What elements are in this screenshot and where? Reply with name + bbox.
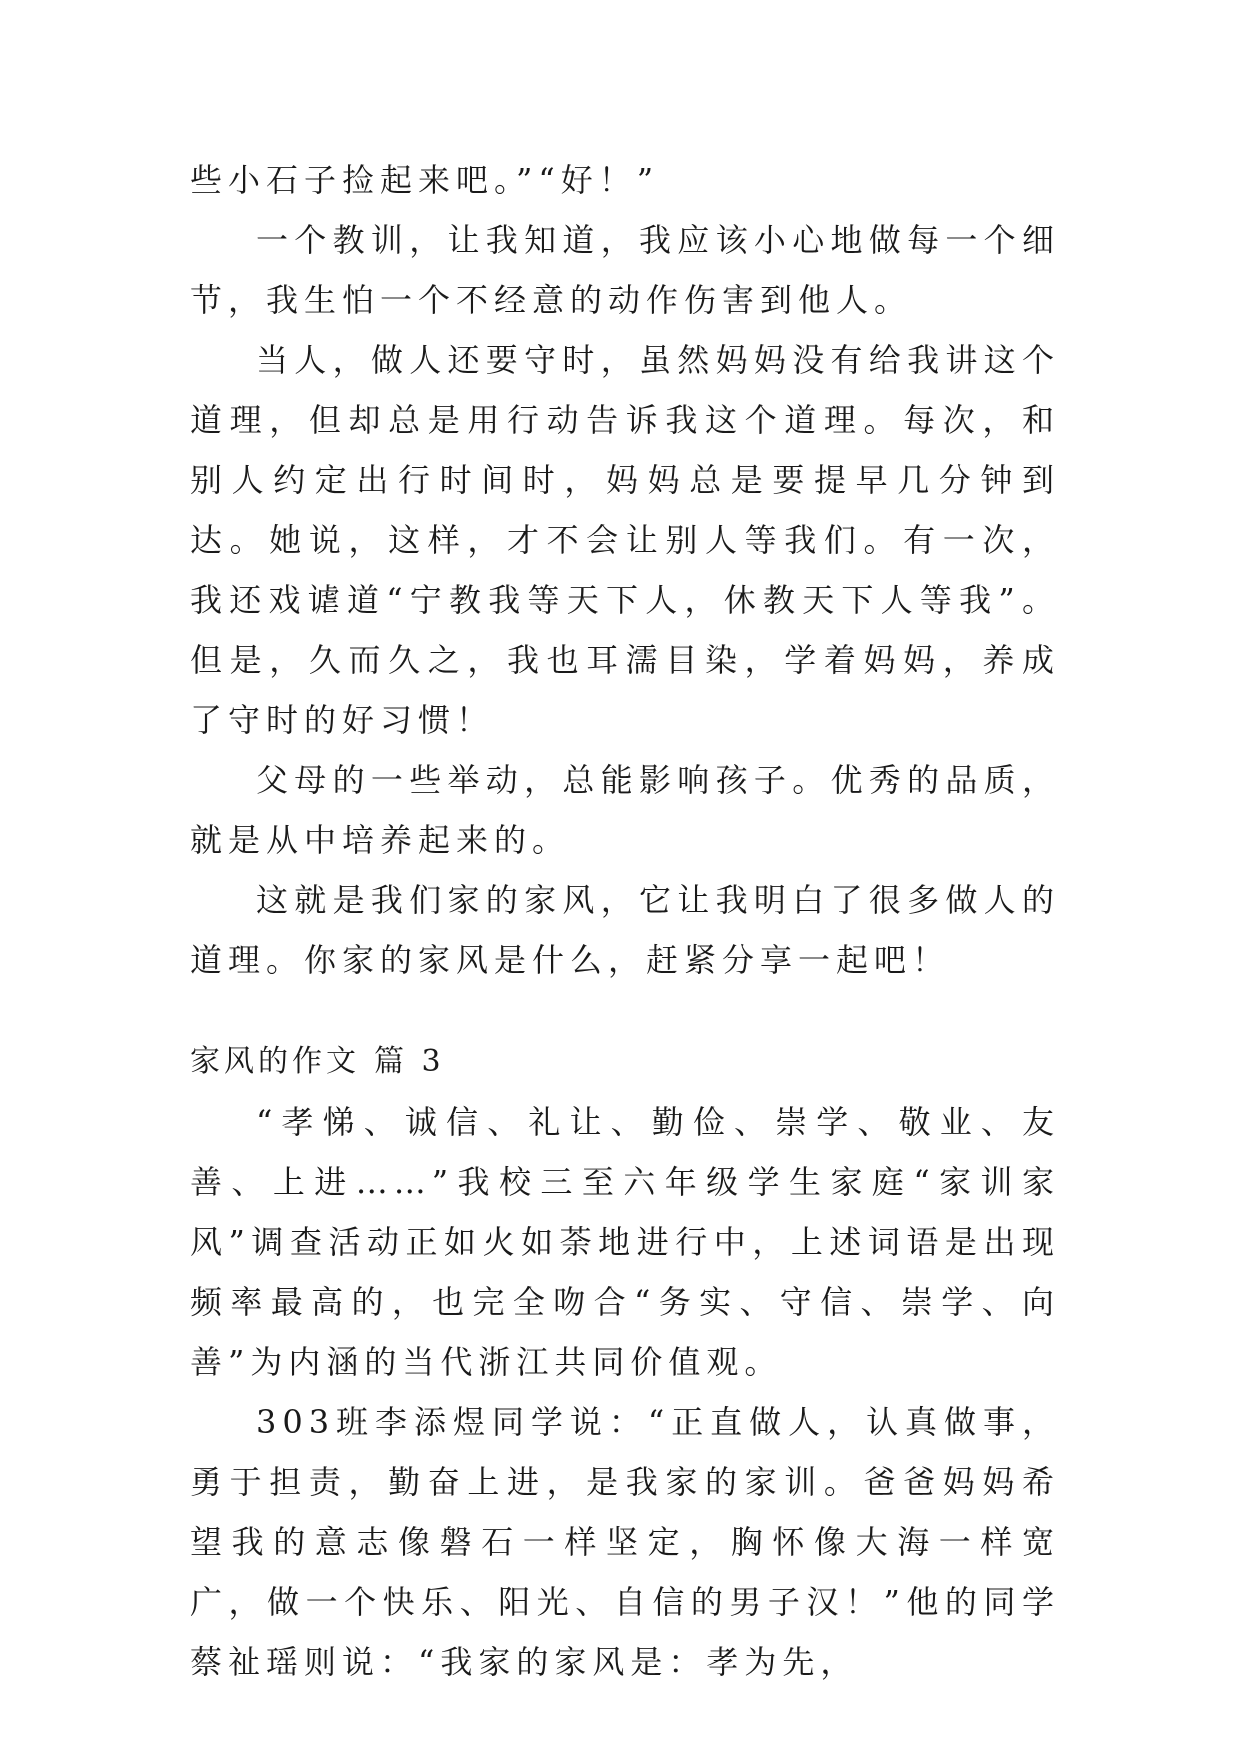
paragraph-parents-influence: 父母的一些举动，总能影响孩子。优秀的品质，就是从中培养起来的。 — [190, 761, 1060, 859]
paragraph-student-quote: 303班李添煜同学说：“正直做人，认真做事，勇于担责，勤奋上进，是我家的家训。爸爸妈妈希望我的意志像磐石一样坚定，胸怀像大海一样宽广，做一个快乐、阳光、自信的男子汉！”他的同学蔡祉瑶则说：“我家的家风是：孝为先， — [190, 1403, 1060, 1681]
document-page — [190, 150, 1060, 1692]
paragraph-continuation: 些小石子捡起来吧。”“好！” — [190, 161, 660, 199]
paragraph-punctuality: 当人，做人还要守时，虽然妈妈没有给我讲这个道理，但却总是用行动告诉我这个道理。每次，和别人约定出行时间时，妈妈总是要提早几分钟到达。她说，这样，才不会让别人等我们。有一次，我还戏谑道“宁教我等天下人，休教天下人等我”。但是，久而久之，我也耳濡目染，学着妈妈，养成了守时的好习惯！ — [190, 341, 1060, 739]
paragraph-lesson: 一个教训，让我知道，我应该小心地做每一个细节，我生怕一个不经意的动作伤害到他人。 — [190, 221, 1060, 319]
essay-title: 家风的作文 — [190, 1044, 360, 1079]
paragraph-conclusion: 这就是我们家的家风，它让我明白了很多做人的道理。你家的家风是什么，赶紧分享一起吧！ — [190, 881, 1060, 979]
paragraph-family-values-survey: “孝悌、诚信、礼让、勤俭、崇学、敬业、友善、上进……”我校三至六年级学生家庭“家训家风”调查活动正如火如荼地进行中，上述词语是出现频率最高的，也完全吻合“务实、守信、崇学、向善”为内涵的当代浙江共同价值观。 — [190, 1103, 1060, 1381]
essay-heading — [190, 1032, 1060, 1092]
essay-part-number: 篇 3 — [374, 1044, 445, 1079]
